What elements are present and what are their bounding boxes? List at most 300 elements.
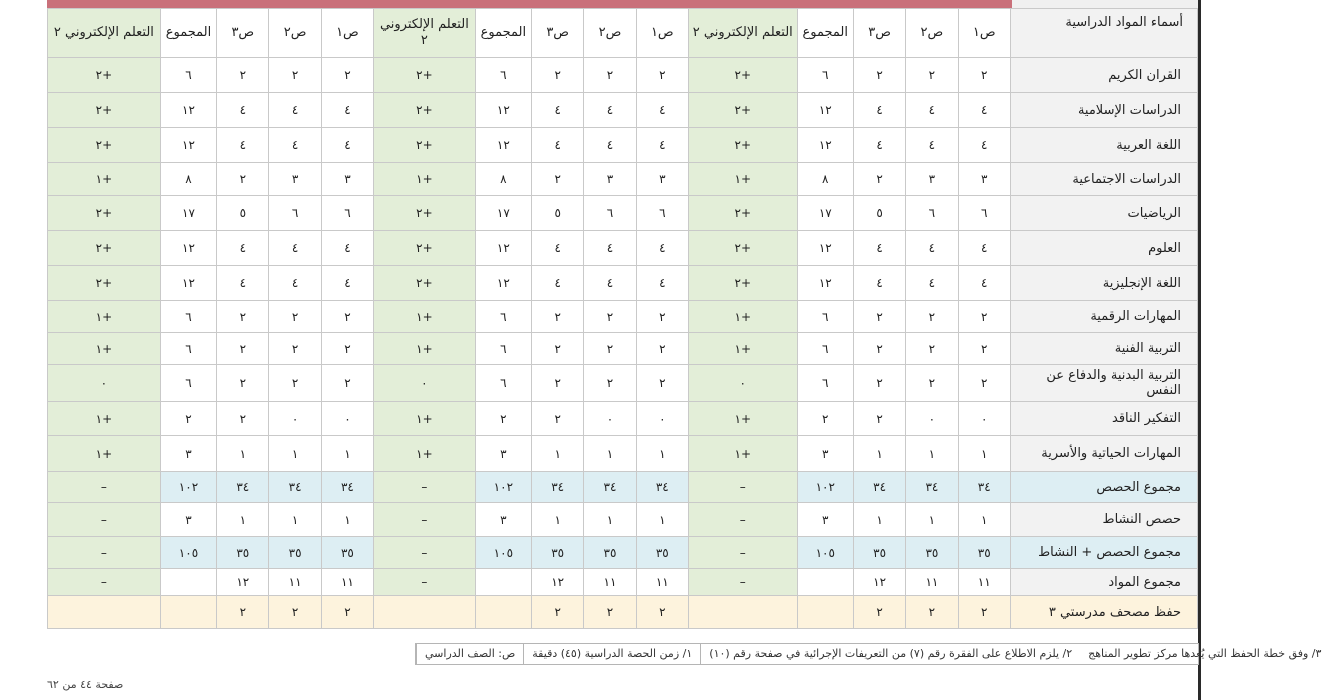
elearning-cell: – xyxy=(688,472,797,503)
period-cell: ١١ xyxy=(958,569,1010,596)
period-cell: ٢ xyxy=(958,333,1010,365)
elearning-cell: +٢ xyxy=(374,93,476,128)
total-cell: ١٠٢ xyxy=(797,472,853,503)
total-cell: ٦ xyxy=(475,333,531,365)
total-cell: ٢ xyxy=(160,402,216,436)
period-cell: ٢ xyxy=(532,58,584,93)
period-cell: ٠ xyxy=(269,402,321,436)
period-cell: ٢ xyxy=(532,402,584,436)
period-cell: ٦ xyxy=(958,196,1010,231)
total-cell: ٣ xyxy=(475,436,531,472)
elearning-cell: +١ xyxy=(374,436,476,472)
period-cell: ٣ xyxy=(269,163,321,196)
period-cell: ٢ xyxy=(532,301,584,333)
period-cell: ١١ xyxy=(636,569,688,596)
total-cell: ١٧ xyxy=(797,196,853,231)
period-cell: ٣ xyxy=(321,163,373,196)
period-cell: ٤ xyxy=(906,231,958,266)
period-cell: ٤ xyxy=(584,266,636,301)
total-cell: ٨ xyxy=(475,163,531,196)
total-cell: ٦ xyxy=(160,301,216,333)
period-cell: ٢ xyxy=(584,301,636,333)
period-cell: ٤ xyxy=(853,231,905,266)
total-cell: ١٠٥ xyxy=(797,537,853,569)
period-cell: ١١ xyxy=(321,569,373,596)
total-cell: ١٧ xyxy=(160,196,216,231)
period-cell: ٢ xyxy=(636,58,688,93)
elearning-cell: ٠ xyxy=(688,365,797,402)
elearning-cell: – xyxy=(374,537,476,569)
elearning-cell: +٢ xyxy=(374,196,476,231)
period-cell: ٢ xyxy=(636,333,688,365)
period-cell: ٤ xyxy=(532,93,584,128)
period-cell: ٤ xyxy=(269,93,321,128)
subject-name: القران الكريم xyxy=(1010,58,1197,93)
table-top-bar-blank xyxy=(1012,0,1201,8)
table-row xyxy=(48,537,1198,569)
period-cell: ٢ xyxy=(321,301,373,333)
elearning-cell: – xyxy=(48,503,161,537)
subject-name: المهارات الرقمية xyxy=(1010,301,1197,333)
elearning-cell: – xyxy=(48,569,161,596)
elearning-cell xyxy=(688,596,797,629)
period-cell: ٤ xyxy=(217,266,269,301)
period-cell: ٤ xyxy=(906,266,958,301)
elearning-cell: +٢ xyxy=(48,58,161,93)
period-cell: ٢ xyxy=(853,301,905,333)
table-row xyxy=(48,93,1198,128)
period-cell: ٠ xyxy=(958,402,1010,436)
period-cell: ١١ xyxy=(906,569,958,596)
subject-name: مجموع الحصص xyxy=(1010,472,1197,503)
period-cell: ٤ xyxy=(636,128,688,163)
period-cell: ٤ xyxy=(584,128,636,163)
period-cell: ٤ xyxy=(958,128,1010,163)
period-cell: ٤ xyxy=(958,93,1010,128)
period-cell: ٣٤ xyxy=(269,472,321,503)
table-row xyxy=(48,196,1198,231)
period-cell: ٦ xyxy=(269,196,321,231)
total-cell: ١٠٢ xyxy=(160,472,216,503)
period-cell: ٢ xyxy=(269,596,321,629)
total-cell: ٦ xyxy=(797,365,853,402)
period-cell: ٣٤ xyxy=(853,472,905,503)
elearning-cell: – xyxy=(688,503,797,537)
elearning-cell: +١ xyxy=(48,436,161,472)
table-body xyxy=(48,58,1198,629)
period-cell: ٢ xyxy=(532,163,584,196)
elearning-cell: – xyxy=(48,537,161,569)
period-cell: ٢ xyxy=(532,596,584,629)
period-cell: ٢ xyxy=(532,365,584,402)
period-cell: ٣٥ xyxy=(532,537,584,569)
elearning-cell: +٢ xyxy=(688,231,797,266)
elearning-cell: +١ xyxy=(48,402,161,436)
footnote: ٣/ وفق خطة الحفظ التي يُعدها مركز تطوير المناهج xyxy=(1088,647,1322,660)
col-header-elearning: التعلم الإلكتروني ٢ xyxy=(688,9,797,58)
period-cell: ٤ xyxy=(636,93,688,128)
period-cell: ٥ xyxy=(532,196,584,231)
period-cell: ٢ xyxy=(853,58,905,93)
period-cell: ١ xyxy=(958,436,1010,472)
period-cell: ٣٤ xyxy=(321,472,373,503)
elearning-cell: – xyxy=(48,472,161,503)
period-cell: ٣٤ xyxy=(958,472,1010,503)
elearning-cell: +٢ xyxy=(374,58,476,93)
period-cell: ٣٤ xyxy=(217,472,269,503)
total-cell: ٦ xyxy=(475,301,531,333)
period-cell: ٢ xyxy=(321,58,373,93)
total-cell: ٣ xyxy=(160,436,216,472)
period-cell: ١٢ xyxy=(532,569,584,596)
period-cell: ٥ xyxy=(853,196,905,231)
period-cell: ١ xyxy=(532,436,584,472)
total-cell: ٢ xyxy=(797,402,853,436)
total-cell: ١٢ xyxy=(160,266,216,301)
total-cell: ٨ xyxy=(797,163,853,196)
period-cell: ٦ xyxy=(636,196,688,231)
subject-name: اللغة العربية xyxy=(1010,128,1197,163)
period-cell: ٣٤ xyxy=(532,472,584,503)
period-cell: ٢ xyxy=(906,596,958,629)
elearning-cell: +٢ xyxy=(374,231,476,266)
page-edge xyxy=(1198,0,1201,700)
total-cell xyxy=(797,569,853,596)
total-cell: ٣ xyxy=(160,503,216,537)
period-cell: ٤ xyxy=(636,231,688,266)
period-cell: ١ xyxy=(321,436,373,472)
elearning-cell: +١ xyxy=(48,333,161,365)
elearning-cell: +١ xyxy=(374,402,476,436)
elearning-cell: +٢ xyxy=(688,266,797,301)
period-cell: ٤ xyxy=(321,128,373,163)
footnote: ١/ زمن الحصة الدراسية (٤٥) دقيقة xyxy=(523,644,700,664)
subject-name: الرياضيات xyxy=(1010,196,1197,231)
period-cell: ١ xyxy=(532,503,584,537)
elearning-cell: +٢ xyxy=(48,196,161,231)
subject-name: التربية الفنية xyxy=(1010,333,1197,365)
period-cell: ١ xyxy=(321,503,373,537)
col-header: ص١ xyxy=(958,9,1010,58)
total-cell: ٦ xyxy=(797,58,853,93)
period-cell: ٣٥ xyxy=(269,537,321,569)
period-cell: ٤ xyxy=(269,266,321,301)
period-cell: ١ xyxy=(269,436,321,472)
elearning-cell: – xyxy=(374,472,476,503)
col-header: ص٣ xyxy=(532,9,584,58)
period-cell: ٢ xyxy=(853,596,905,629)
period-cell: ٦ xyxy=(906,196,958,231)
period-cell: ٢ xyxy=(584,333,636,365)
period-cell: ٤ xyxy=(853,266,905,301)
total-cell: ١٠٢ xyxy=(475,472,531,503)
period-cell: ٢ xyxy=(269,365,321,402)
elearning-cell: +٢ xyxy=(48,231,161,266)
table-row xyxy=(48,333,1198,365)
col-header-elearning: التعلم الإلكتروني ٢ xyxy=(48,9,161,58)
total-cell: ١٢ xyxy=(475,231,531,266)
total-cell: ١٠٥ xyxy=(160,537,216,569)
table-row xyxy=(48,301,1198,333)
total-cell: ١٢ xyxy=(475,93,531,128)
subject-name: التربية البدنية والدفاع عن النفس xyxy=(1010,365,1197,402)
period-cell: ٢ xyxy=(636,596,688,629)
table-row xyxy=(48,596,1198,629)
elearning-cell: +٢ xyxy=(688,93,797,128)
total-cell: ١٢ xyxy=(797,231,853,266)
period-cell: ٢ xyxy=(321,365,373,402)
period-cell: ٤ xyxy=(532,128,584,163)
elearning-cell: +١ xyxy=(374,333,476,365)
period-cell: ١١ xyxy=(269,569,321,596)
period-cell: ٤ xyxy=(269,231,321,266)
period-cell: ٤ xyxy=(269,128,321,163)
period-cell: ٤ xyxy=(321,231,373,266)
table-row xyxy=(48,266,1198,301)
period-cell: ١١ xyxy=(584,569,636,596)
period-cell: ٢ xyxy=(636,301,688,333)
col-header-elearning: التعلم الإلكتروني ٢ xyxy=(374,9,476,58)
period-cell: ٤ xyxy=(853,128,905,163)
total-cell: ١٢ xyxy=(797,128,853,163)
subject-name: مجموع المواد xyxy=(1010,569,1197,596)
page-number: صفحة ٤٤ من ٦٢ xyxy=(47,678,124,691)
period-cell: ٥ xyxy=(217,196,269,231)
elearning-cell: ٠ xyxy=(48,365,161,402)
total-cell: ٣ xyxy=(797,503,853,537)
period-cell: ٣ xyxy=(906,163,958,196)
table-row xyxy=(48,402,1198,436)
total-cell: ١٧ xyxy=(475,196,531,231)
elearning-cell: +٢ xyxy=(374,128,476,163)
period-cell: ٤ xyxy=(321,266,373,301)
period-cell: ٤ xyxy=(217,231,269,266)
elearning-cell: +٢ xyxy=(374,266,476,301)
period-cell: ٢ xyxy=(269,301,321,333)
period-cell: ١ xyxy=(906,436,958,472)
total-cell: ١٢ xyxy=(160,231,216,266)
period-cell: ١ xyxy=(636,503,688,537)
col-header: ص٢ xyxy=(584,9,636,58)
elearning-cell: +٢ xyxy=(48,93,161,128)
period-cell: ٠ xyxy=(584,402,636,436)
total-cell: ٦ xyxy=(160,58,216,93)
period-cell: ١ xyxy=(906,503,958,537)
period-cell: ١ xyxy=(584,503,636,537)
period-cell: ٣٤ xyxy=(906,472,958,503)
period-cell: ٤ xyxy=(217,93,269,128)
subject-name: مجموع الحصص + النشاط xyxy=(1010,537,1197,569)
col-header: ص١ xyxy=(636,9,688,58)
total-cell xyxy=(475,596,531,629)
total-cell: ١٠٥ xyxy=(475,537,531,569)
total-cell: ١٢ xyxy=(160,93,216,128)
elearning-cell: +٢ xyxy=(688,196,797,231)
elearning-cell: +٢ xyxy=(688,128,797,163)
total-cell: ١٢ xyxy=(160,128,216,163)
elearning-cell: +٢ xyxy=(48,266,161,301)
total-cell: ٦ xyxy=(475,365,531,402)
period-cell: ١ xyxy=(636,436,688,472)
total-cell: ٦ xyxy=(475,58,531,93)
footnotes-box xyxy=(415,643,1322,665)
table-top-bar xyxy=(47,0,1012,8)
period-cell: ٢ xyxy=(853,163,905,196)
subject-name: حصص النشاط xyxy=(1010,503,1197,537)
period-cell: ١ xyxy=(853,436,905,472)
period-cell: ٢ xyxy=(217,365,269,402)
period-cell: ٤ xyxy=(584,231,636,266)
table-row xyxy=(48,58,1198,93)
footnote: ٢/ يلزم الاطلاع على الفقرة رقم (٧) من التعريفات الإجرائية في صفحة رقم (١٠) xyxy=(700,644,1080,664)
table-row xyxy=(48,231,1198,266)
elearning-cell: +١ xyxy=(374,301,476,333)
period-cell: ٣٥ xyxy=(584,537,636,569)
period-cell: ١ xyxy=(217,436,269,472)
elearning-cell: +١ xyxy=(688,301,797,333)
elearning-cell: +١ xyxy=(688,402,797,436)
total-cell: ١٢ xyxy=(475,128,531,163)
table-row xyxy=(48,503,1198,537)
period-cell: ٣٤ xyxy=(584,472,636,503)
period-cell: ٣ xyxy=(636,163,688,196)
period-cell: ٣٤ xyxy=(636,472,688,503)
table-row xyxy=(48,436,1198,472)
total-cell xyxy=(160,569,216,596)
col-header: المجموع xyxy=(160,9,216,58)
elearning-cell: – xyxy=(374,569,476,596)
period-cell: ٢ xyxy=(906,58,958,93)
elearning-cell: +١ xyxy=(688,436,797,472)
period-cell: ٤ xyxy=(958,266,1010,301)
subject-name: العلوم xyxy=(1010,231,1197,266)
period-cell: ١٢ xyxy=(217,569,269,596)
subject-name: الدراسات الاجتماعية xyxy=(1010,163,1197,196)
period-cell: ٠ xyxy=(906,402,958,436)
total-cell: ٢ xyxy=(475,402,531,436)
period-cell: ٢ xyxy=(958,301,1010,333)
elearning-cell: +٢ xyxy=(688,58,797,93)
period-cell: ٣٥ xyxy=(217,537,269,569)
elearning-cell xyxy=(48,596,161,629)
total-cell: ٣ xyxy=(475,503,531,537)
total-cell: ٨ xyxy=(160,163,216,196)
period-cell: ٢ xyxy=(217,402,269,436)
period-cell: ٤ xyxy=(532,231,584,266)
subjects-header: أسماء المواد الدراسية xyxy=(1010,9,1197,58)
period-cell: ٢ xyxy=(584,365,636,402)
elearning-cell: +١ xyxy=(374,163,476,196)
period-cell: ٢ xyxy=(958,58,1010,93)
elearning-cell: +١ xyxy=(48,163,161,196)
period-cell: ٤ xyxy=(958,231,1010,266)
col-header: ص٣ xyxy=(853,9,905,58)
period-cell: ٢ xyxy=(532,333,584,365)
table-row xyxy=(48,128,1198,163)
period-cell: ٣ xyxy=(584,163,636,196)
total-cell: ٦ xyxy=(797,333,853,365)
col-header: ص١ xyxy=(321,9,373,58)
subject-name: الدراسات الإسلامية xyxy=(1010,93,1197,128)
total-cell: ٦ xyxy=(160,365,216,402)
period-cell: ٦ xyxy=(321,196,373,231)
period-cell: ٣٥ xyxy=(958,537,1010,569)
period-cell: ٢ xyxy=(217,596,269,629)
col-header: ص٢ xyxy=(906,9,958,58)
period-cell: ٢ xyxy=(636,365,688,402)
period-cell: ٤ xyxy=(906,93,958,128)
total-cell xyxy=(475,569,531,596)
period-cell: ٢ xyxy=(853,333,905,365)
period-cell: ٣٥ xyxy=(636,537,688,569)
elearning-cell: ٠ xyxy=(374,365,476,402)
period-cell: ٢ xyxy=(269,58,321,93)
period-cell: ٢ xyxy=(853,402,905,436)
elearning-cell: – xyxy=(688,537,797,569)
elearning-cell: – xyxy=(688,569,797,596)
total-cell: ٦ xyxy=(797,301,853,333)
period-cell: ٤ xyxy=(906,128,958,163)
study-plan-table xyxy=(47,8,1198,629)
total-cell: ١٢ xyxy=(797,93,853,128)
elearning-cell: +١ xyxy=(688,163,797,196)
period-cell: ٢ xyxy=(217,58,269,93)
period-cell: ٢ xyxy=(217,333,269,365)
table-row xyxy=(48,365,1198,402)
total-cell: ٦ xyxy=(160,333,216,365)
period-cell: ٠ xyxy=(321,402,373,436)
subject-name: المهارات الحياتية والأسرية xyxy=(1010,436,1197,472)
elearning-cell: – xyxy=(374,503,476,537)
period-cell: ٤ xyxy=(636,266,688,301)
period-cell: ٤ xyxy=(532,266,584,301)
period-cell: ٢ xyxy=(958,596,1010,629)
header-row xyxy=(48,9,1198,58)
table-row xyxy=(48,163,1198,196)
total-cell: ١٢ xyxy=(475,266,531,301)
period-cell: ١ xyxy=(269,503,321,537)
period-cell: ٣ xyxy=(958,163,1010,196)
period-cell: ١ xyxy=(584,436,636,472)
period-cell: ٢ xyxy=(906,365,958,402)
period-cell: ٣٥ xyxy=(321,537,373,569)
footnote: ص: الصف الدراسي xyxy=(416,644,523,664)
period-cell: ٤ xyxy=(321,93,373,128)
period-cell: ٢ xyxy=(321,333,373,365)
period-cell: ٢ xyxy=(321,596,373,629)
period-cell: ١ xyxy=(958,503,1010,537)
period-cell: ٣٥ xyxy=(906,537,958,569)
period-cell: ٦ xyxy=(584,196,636,231)
col-header: ص٢ xyxy=(269,9,321,58)
total-cell xyxy=(160,596,216,629)
total-cell: ٣ xyxy=(797,436,853,472)
total-cell xyxy=(797,596,853,629)
period-cell: ٠ xyxy=(636,402,688,436)
period-cell: ٢ xyxy=(584,58,636,93)
period-cell: ٢ xyxy=(958,365,1010,402)
col-header: المجموع xyxy=(797,9,853,58)
period-cell: ١ xyxy=(853,503,905,537)
col-header: المجموع xyxy=(475,9,531,58)
table-row xyxy=(48,472,1198,503)
elearning-cell: +١ xyxy=(48,301,161,333)
period-cell: ٢ xyxy=(584,596,636,629)
period-cell: ٢ xyxy=(217,301,269,333)
period-cell: ٤ xyxy=(584,93,636,128)
period-cell: ٣٥ xyxy=(853,537,905,569)
total-cell: ١٢ xyxy=(797,266,853,301)
